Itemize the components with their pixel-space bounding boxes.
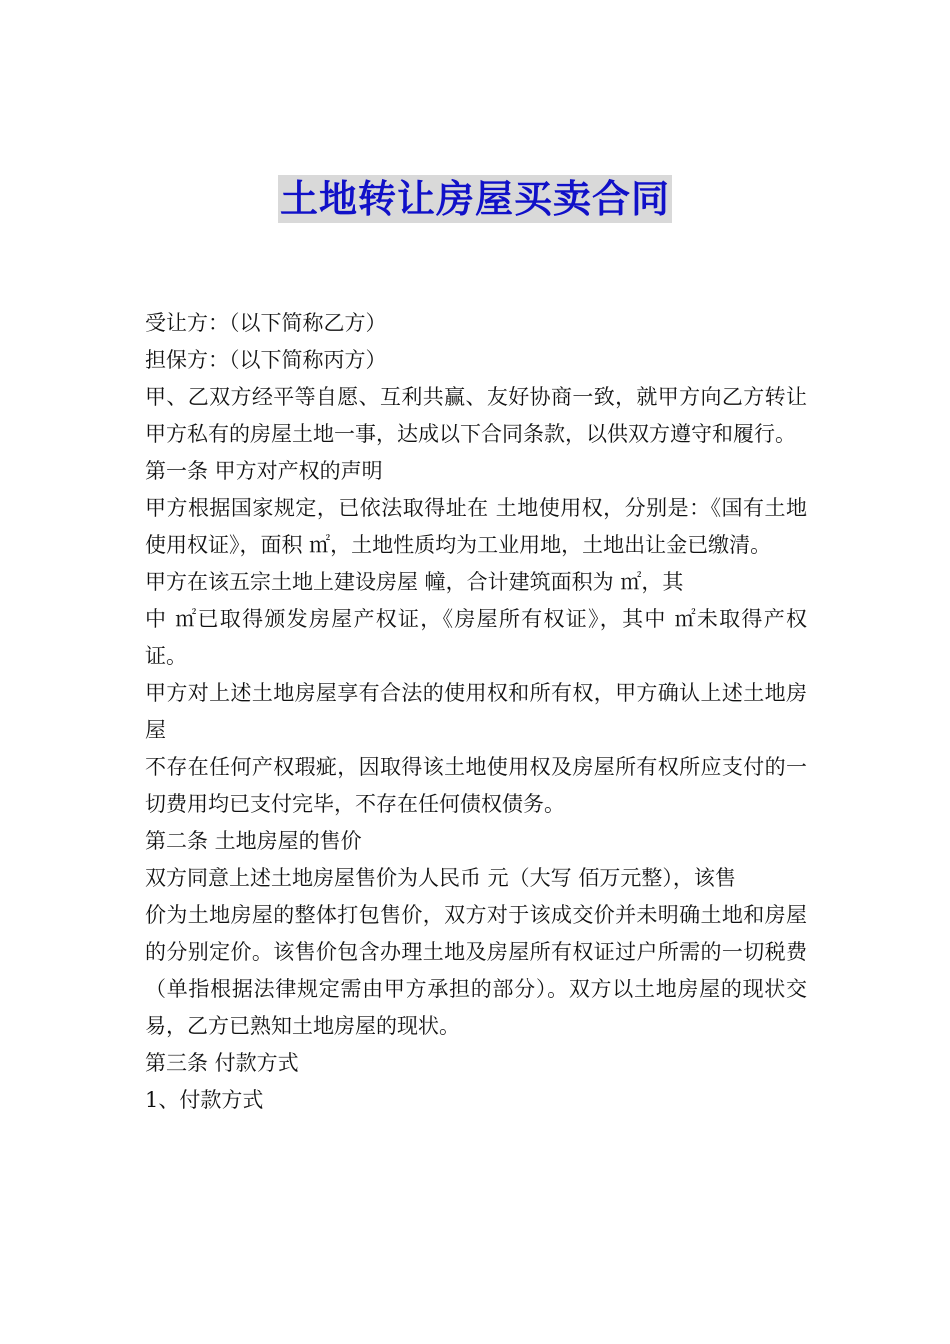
heading-article-3: 第三条 付款方式 [145, 1051, 299, 1075]
paragraph-buildings: 甲方在该五宗土地上建设房屋 幢，合计建筑面积为 ㎡，其 [145, 570, 684, 594]
paragraph-price-details: 价为土地房屋的整体打包售价，双方对于该成交价并未明确土地和房屋的分别定价。该售价包含办理土地及房屋所有权证过户所需的一切税费（单指根据法律规定需由甲方承担的部分）。双方以土地房屋的现状交易，乙方已熟知土地房屋的现状。 [145, 903, 807, 1038]
paragraph-price: 双方同意上述土地房屋售价为人民币 元（大写 佰万元整），该售 [145, 866, 736, 890]
paragraph-preamble: 甲、乙双方经平等自愿、互利共赢、友好协商一致，就甲方向乙方转让甲方私有的房屋土地一事，达成以下合同条款，以供双方遵守和履行。 [145, 385, 807, 446]
paragraph-transferee: 受让方：（以下简称乙方） [145, 311, 387, 335]
title-container [0, 175, 950, 223]
document-body [145, 305, 807, 1119]
heading-article-2: 第二条 土地房屋的售价 [145, 829, 362, 853]
heading-article-1: 第一条 甲方对产权的声明 [145, 459, 383, 483]
paragraph-payment-method: 1、付款方式 [145, 1088, 264, 1112]
paragraph-land-rights: 甲方根据国家规定，已依法取得址在 土地使用权，分别是：《国有土地使用权证》，面积 ㎡，土地性质均为工业用地，土地出让金已缴清。 [145, 496, 807, 557]
document-title: 土地转让房屋买卖合同 [279, 177, 670, 221]
paragraph-certificates: 中 ㎡已取得颁发房屋产权证，《房屋所有权证》，其中 ㎡未取得产权证。 [145, 607, 807, 668]
paragraph-guarantor: 担保方：（以下简称丙方） [145, 348, 387, 372]
paragraph-ownership: 甲方对上述土地房屋享有合法的使用权和所有权，甲方确认上述土地房屋 [145, 681, 807, 742]
paragraph-no-defects: 不存在任何产权瑕疵，因取得该土地使用权及房屋所有权所应支付的一切费用均已支付完毕，不存在任何债权债务。 [145, 755, 807, 816]
